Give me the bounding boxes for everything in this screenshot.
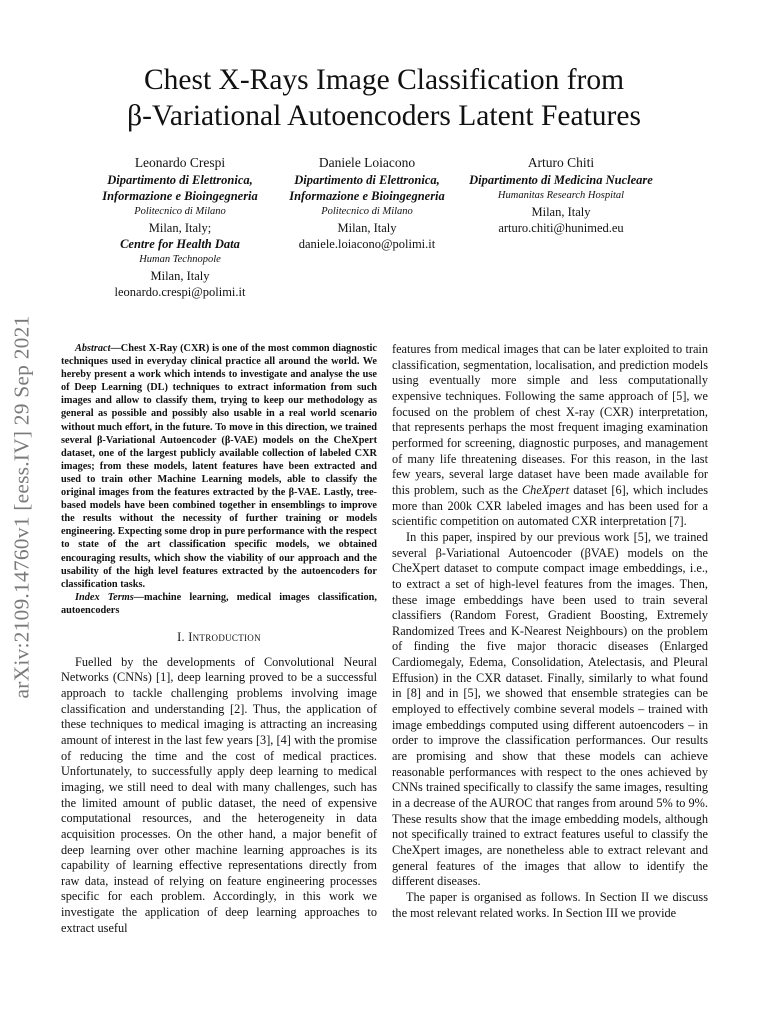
dataset-name: CheXpert — [521, 482, 570, 497]
paper-title — [60, 62, 708, 134]
abstract-label: Abstract — [75, 343, 111, 354]
author-affiliation-line: arturo.chiti@hunimed.eu — [498, 221, 624, 235]
author-name: Daniele Loiacono — [318, 155, 416, 170]
author-affiliation-line: Politecnico di Milano — [321, 206, 413, 217]
intro-paragraph-continued — [392, 342, 708, 530]
author-affiliation-line: Milan, Italy — [337, 221, 397, 235]
title-line-2: β-Variational Autoencoders Latent Features — [127, 100, 641, 132]
abstract-text: —Chest X-Ray (CXR) is one of the most common diagnostic techniques used in everyday clinical practice all around the world. We hereby present a work which intends to investigate and analyse the use of Deep Learning (DL) techniques to extract information from such images and allow to classify them, trying to keep our methodology as general as possible and possibly also usable in a real world scenario without much effort, in the future. To move in this direction, we trained several β-Variational Autoencoder (β-VAE) models on the CheXpert dataset, one of the largest publicly available collection of labeled CXR images; from these models, latent features have been extracted and used to train other Machine Learning models, able to classify the original images from the features extracted by the β-VAE. Lastly, tree-based models have been combined together in ensemblings to improve the results without the necessity of further training or models engineering. Expecting some drop in pure performance with the respect to state of the art classification specific models, we obtained encouraging results, which show the viability of our approach and the usability of the high level features extracted by the autoencoders for classification tasks. — [61, 343, 377, 590]
paragraph-text-a: features from medical images that can be later exploited to train classification, segmentation, localisation, and prediction models using eventually more simple and less computationally expensive techniques. Following the same approach of [5], we focused on the problem of chest X-ray (CXR) interpretation, that represents perhaps the most frequent imaging examination performed for screening, diagnostic purposes, and management of many life threatening diseases. For this reason, in the last few years, several large dataset have been made available for this problem, such as the — [392, 342, 708, 497]
index-terms-text: —machine learning, medical images classification, autoencoders — [61, 591, 377, 616]
author-affiliation-line: Politecnico di Milano — [134, 206, 226, 217]
author-affiliation-line: Milan, Italy — [531, 205, 591, 219]
author-affiliation-line: Dipartimento di Elettronica, — [107, 173, 253, 187]
author-affiliation-line: Dipartimento di Elettronica, — [294, 173, 440, 187]
author-block-2 — [272, 155, 462, 252]
author-name: Arturo Chiti — [527, 155, 595, 170]
right-column — [392, 342, 708, 921]
section-heading-introduction: I. Introduction — [177, 629, 261, 644]
author-affiliation-line: Informazione e Bioingegneria — [102, 189, 258, 203]
author-affiliation-line: Human Technopole — [139, 254, 221, 265]
title-line-1: Chest X-Rays Image Classification from — [143, 64, 625, 96]
author-affiliation-line: Centre for Health Data — [120, 237, 240, 251]
index-terms — [61, 591, 377, 617]
index-terms-label: Index Terms — [75, 591, 134, 603]
intro-paragraph-2: In this paper, inspired by our previous work [5], we trained several β-Variational Autoencoder (βVAE) models on the CheXpert dataset to compute compact image embeddings, i.e., to extract a set of high-level features from the images. Then, these image embeddings have been used to train several classifiers (Random Forest, Gradient Boosting, Extremely Randomized Trees and K-Nearest Neighbours) on the problem of finding the five major thoracic diseases (Enlarged Cardiomegaly, Edema, Consolidation, Atelectasis, and Pleural Effusion) in the CXR dataset. Finally, similarly to what found in [8] and in [5], we showed that ensemble strategies can be employed to effectively combine several models – trained with image embeddings computed using different autoencoders – in order to improve the classification performances. Our results are promising and show that these models can achieve reasonable performances with respect to the ones achieved by CNNs trained specifically to classify the same images, resulting in a decrease of the AUROC that ranges from around 5% to 9%. These results show that the image embedding models, although not specifically trained to extract features useful to classify the CheXpert images, are nonetheless able to extract relevant and general features of the images that allow to identify the different diseases. — [392, 529, 708, 889]
author-name: Leonardo Crespi — [134, 155, 226, 170]
author-affiliation-line: daniele.loiacono@polimi.it — [298, 237, 436, 251]
author-block-1 — [85, 155, 275, 300]
arxiv-sidebar — [2, 270, 42, 745]
left-column — [61, 342, 377, 936]
author-affiliation-line: Dipartimento di Medicina Nucleare — [469, 173, 653, 187]
author-affiliation-line: Milan, Italy — [150, 269, 210, 283]
intro-paragraph-3: The paper is organised as follows. In Section II we discuss the most relevant related works. In Section III we provide — [392, 889, 708, 920]
author-block-3 — [466, 155, 656, 236]
arxiv-identifier: arXiv:2109.14760v1 [eess.IV] 29 Sep 2021 — [9, 315, 34, 699]
intro-paragraph-1: Fuelled by the developments of Convolutional Neural Networks (CNNs) [1], deep learning proved to be a successful approach to tackle challenging problems involving image classification and understanding [2]. Thus, the application of these techniques to medical imaging is attracting an increasing amount of interest in the last few years [3], [4] with the promise of reducing the time and the cost of medical practices. Unfortunately, to successfully apply deep learning to medical imaging, we still need to deal with many challenges, such has the limited amount of public dataset, the need of expensive computational resources, and the heterogeneity in data acquisition processes. On the other hand, a major benefit of deep learning over other machine learning approaches is its capability of learning effective representations directly from raw data, instead of relying on feature engineering processes specific for each problem. Accordingly, in this work we investigate the application of deep learning approaches to extract useful — [61, 654, 377, 935]
author-affiliation-line: Milan, Italy; — [148, 221, 212, 235]
author-affiliation-line: Humanitas Research Hospital — [497, 190, 625, 201]
abstract — [61, 342, 377, 591]
author-affiliation-line: leonardo.crespi@polimi.it — [114, 285, 246, 299]
paragraph-text-b: dataset [6], which includes more than 200k CXR labeled images and has been used for a scientific competition on automated CXR interpretation [7]. — [392, 482, 708, 529]
author-affiliation-line: Informazione e Bioingegneria — [289, 189, 445, 203]
